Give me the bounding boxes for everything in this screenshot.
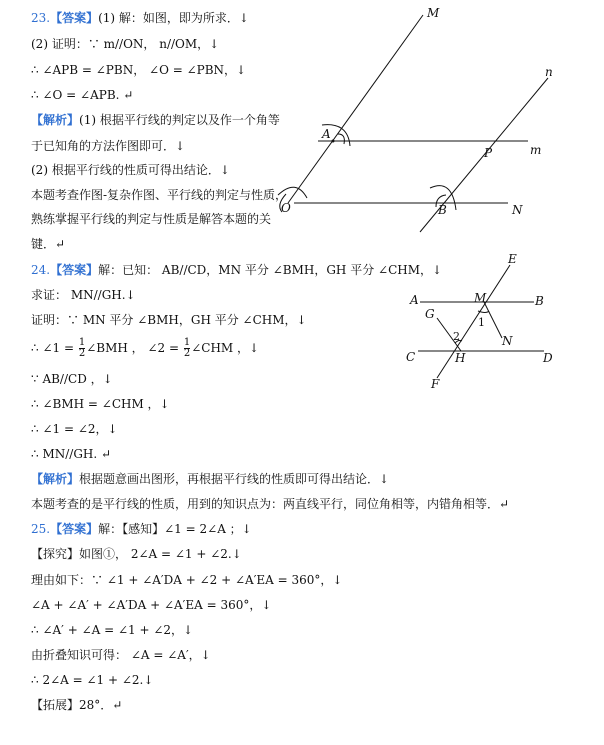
label-b: B (438, 203, 447, 217)
label-m: M (474, 291, 487, 305)
label-n-line: n (545, 65, 553, 79)
q23-text-5: (1) 根据平行线的判定以及作一个角等 (79, 113, 280, 127)
label-n: N (502, 334, 513, 348)
q25-line-6: 由折叠知识可得： ∠A = ∠A′，↓ (31, 648, 211, 662)
q25-text-1b: ∠1 = 2∠A ；↓ (164, 522, 252, 536)
q25-line-5: ∴ ∠A′ + ∠A = ∠1 + ∠2，↓ (31, 623, 194, 637)
label-d: D (543, 351, 553, 365)
label-b: B (535, 294, 544, 308)
label-m-line: m (530, 143, 542, 157)
q25-line-2: 【探究】如图①， 2∠A = ∠1 + ∠2.↓ (31, 547, 242, 561)
q23-answer-tag: 【答案】 (50, 11, 99, 25)
label-p: P (484, 146, 493, 160)
label-a: A (410, 293, 419, 307)
q23-line-9: 熟练掌握平行线的判定与性质是解答本题的关 (31, 212, 272, 226)
q25-line-4: ∠A + ∠A′ + ∠A′DA + ∠A′EA = 360°，↓ (31, 598, 272, 612)
label-e: E (508, 252, 517, 266)
q23-text-1: (1) 解：如图，即为所求．↓ (98, 11, 249, 25)
q24-text-4b: ∠BMH ， ∠2 = (86, 341, 183, 355)
q24-line-2: 求证： MN//GH.↓ (31, 288, 136, 302)
q24-answer-tag: 【答案】 (50, 263, 99, 277)
line-ef (437, 265, 510, 378)
fraction-denominator: 2 (78, 348, 86, 359)
q23-line-8: 本题考查作图-复杂作图、平行线的判定与性质， (31, 188, 288, 202)
q25-line-3: 理由如下：∵ ∠1 + ∠A′DA + ∠2 + ∠A′EA = 360°，↓ (31, 573, 343, 587)
q23-line-4: ∴ ∠O = ∠APB. ↵ (31, 88, 134, 102)
fraction-numerator: 1 (183, 337, 191, 348)
label-angle-1: 1 (478, 316, 485, 329)
q24-number: 24. (31, 263, 51, 277)
label-g: G (425, 307, 435, 321)
fraction-numerator: 1 (78, 337, 86, 348)
q23-line-7: (2) 根据平行线的性质可得出结论．↓ (31, 163, 230, 177)
q24-line-8: ∴ MN//GH. ↵ (31, 447, 112, 461)
q24-text-4c: ∠CHM ，↓ (191, 341, 260, 355)
q24-text-9: 根据题意画出图形，再根据平行线的性质即可得出结论．↓ (79, 472, 390, 486)
label-m-point: M (427, 6, 440, 20)
q23-number: 23. (31, 11, 51, 25)
q23-line-3: ∴ ∠APB = ∠PBN， ∠O = ∠PBN，↓ (31, 63, 247, 77)
q24-line-3: 证明：∵ MN 平分 ∠BMH，GH 平分 ∠CHM，↓ (31, 313, 307, 327)
q25-line-7: ∴ 2∠A = ∠1 + ∠2.↓ (31, 673, 154, 687)
fraction-denominator: 2 (183, 348, 191, 359)
q23-line-2: (2) 证明：∵ m//ON， n//OM，↓ (31, 37, 220, 51)
q24-line-6: ∴ ∠BMH = ∠CHM ，↓ (31, 397, 170, 411)
q24-text-4a: ∴ ∠1 = (31, 341, 78, 355)
q25-answer-tag: 【答案】 (50, 522, 99, 536)
label-angle-2: 2 (453, 330, 460, 343)
q24-analysis-tag: 【解析】 (31, 472, 80, 486)
q23-line-6: 于已知角的方法作图即可．↓ (31, 139, 186, 153)
line-mn (484, 302, 502, 338)
label-h: H (455, 351, 466, 365)
label-n-point: N (512, 203, 523, 217)
q25-text-8a: 【拓展】 (31, 698, 80, 712)
q25-number: 25. (31, 522, 51, 536)
q24-line-5: ∵ AB//CD ，↓ (31, 372, 113, 386)
q23-analysis-tag: 【解析】 (31, 113, 80, 127)
label-c: C (406, 350, 416, 364)
label-f: F (431, 377, 440, 391)
label-o: O (281, 201, 291, 215)
q23-line-10: 键．↵ (31, 237, 66, 251)
label-a: A (322, 127, 331, 141)
q24-text-1: 解：已知： AB//CD，MN 平分 ∠BMH，GH 平分 ∠CHM，↓ (98, 263, 443, 277)
q24-line-7: ∴ ∠1 = ∠2，↓ (31, 422, 118, 436)
q25-text-1a: 解：【感知】 (98, 522, 165, 536)
q24-line-10: 本题考查的是平行线的性质，用到的知识点为：两直线平行，同位角相等，内错角相等．↵ (31, 497, 510, 511)
q25-text-8b: 28°．↵ (79, 698, 123, 712)
